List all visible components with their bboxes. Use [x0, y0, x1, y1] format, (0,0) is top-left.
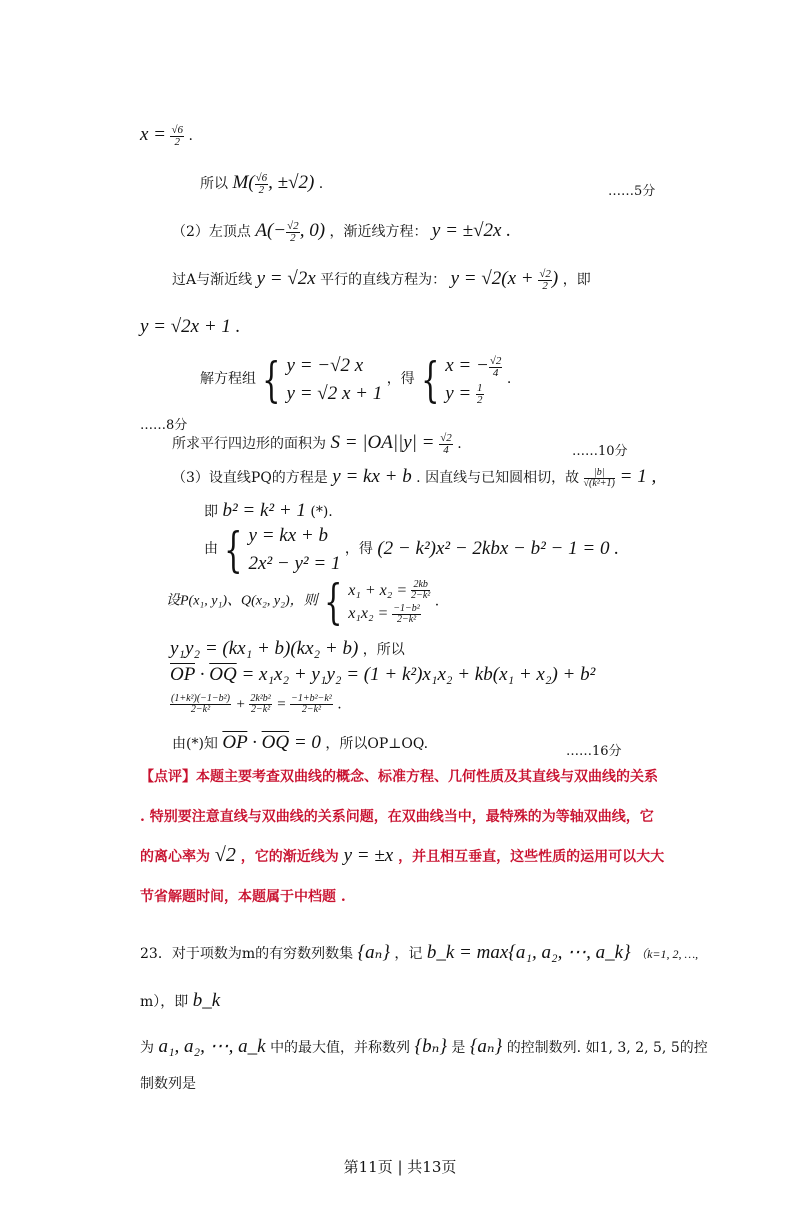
score-8: ……8分 [140, 418, 188, 433]
line-dot-product: $\overline{OP} \cdot \overline{OQ} = x_1x_2 + y_1y_2 = (1 + k^2)x_1x_2 + kb(x_1 + x_2) + b^2$ [170, 664, 596, 685]
comment-line-3: 的离心率为 √2 ，它的渐近线为 y = ±x ，并且相互垂直，这些性质的运用可以大大 [140, 844, 665, 866]
q23-line-1: 23．对于项数为m的有穷数列数集 {aₙ} ，记 b_k = max{a₁, a₂, ⋯, a_k} （k=1, 2, …, [140, 942, 699, 963]
q23-line-3: 为 a₁, a₂, ⋯, a_k 中的最大值，并称数列 {bₙ} 是 {aₙ} 的控制数列. 如1, 3, 2, 5, 5的控 [140, 1036, 708, 1057]
line-y-eq: y = √2x + 1 . [140, 316, 241, 337]
comment-line-1: 【点评】本题主要考查双曲线的概念、标准方程、几何性质及其直线与双曲线的关系 [140, 769, 658, 785]
score-5: ……5分 [608, 184, 656, 199]
line-vieta: 设P(x₁, y₁)、Q(x₂, y₂)，则 { x₁ + x₂ = $\frac{2kb}{\text{2−k²}}$ x₁x₂ = $\frac{\text{−1−b²}}{\text{2−k²}}$ . [166, 574, 440, 630]
equation-x-value: x = $\frac{√6}{2}$ . [140, 123, 193, 148]
line-b-squared: 即 b² = k² + 1 (*). [204, 500, 333, 521]
line-perpendicular: 由(*)知 $\overline{OP} \cdot \overline{OQ} = 0$ ，所以OP⊥OQ. [172, 732, 429, 753]
score-10: ……10分 [572, 444, 628, 459]
line-combine: 由 { y = kx + b 2x² − y² = 1 ，得 (2 − k²)x² − 2kbx − b² − 1 = 0 . [204, 521, 619, 578]
line-area: 所求平行四边形的面积为 S = |OA||y| = $\frac{√2}{4}$ . [172, 431, 462, 456]
comment-line-4: 节省解题时间，本题属于中档题 . [140, 889, 346, 905]
line-solve-system: 解方程组 { y = −√2 x y = √2 x + 1 ，得 { x = − $\frac{√2}{4}$ y = $\frac{1}{2}$ . [200, 351, 512, 408]
line-left-vertex: （2）左顶点 A(− $\frac{√2}{2}$ , 0) ，渐近线方程： y = ±√2x . [172, 219, 511, 244]
line-point-m: 所以 M( $\frac{√6}{2}$ , ±√2) . [200, 171, 324, 196]
line-y1y2: y₁y₂ = (kx₁ + b)(kx₂ + b) ，所以 [170, 638, 405, 659]
line-pq: （3）设直线PQ的方程是 y = kx + b . 因直线与已知圆相切，故 $\frac{|b|}{\text{√(k²+1)}}$ = 1 , [172, 466, 657, 489]
line-fraction-sum: $\frac{\text{(1+k²)(−1−b²)}}{\text{2−k²}}$ + $\frac{\text{2k²b²}}{\text{2−k²}}$ = $\frac{\text{−1+b²−k²}}{\text{2−k²}}$ . [171, 693, 342, 715]
line-parallel: 过A与渐近线 y = √2x 平行的直线方程为： y = √2(x + $\frac{√2}{2}$ ) ，即 [172, 267, 591, 292]
q23-line-2: m），即 b_k [140, 990, 221, 1011]
comment-line-2: . 特别要注意直线与双曲线的关系问题，在双曲线当中，最特殊的为等轴双曲线，它 [140, 809, 654, 825]
page-footer: 第11页 | 共13页 [343, 1158, 457, 1176]
q23-line-4: 制数列是 [140, 1076, 196, 1092]
score-16: ……16分 [566, 744, 622, 759]
